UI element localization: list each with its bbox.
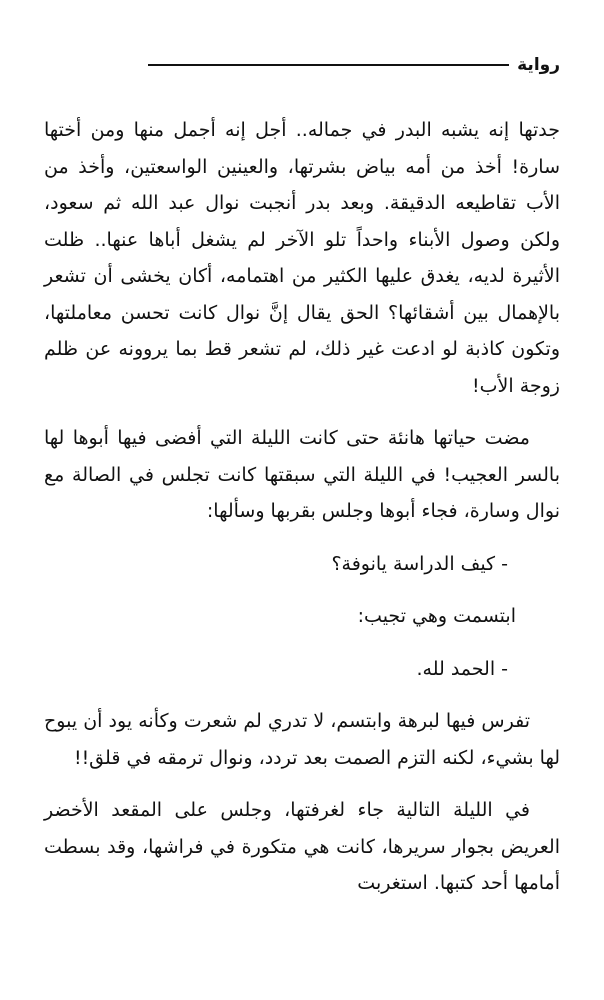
header-rule [148, 64, 509, 66]
body-text [44, 112, 560, 918]
paragraph-2: مضت حياتها هانئة حتى كانت الليلة التي أفضى فيها أبوها لها بالسر العجيب! في الليلة التي سبقتها كانت تجلس في الصالة مع نوال وسارة، فجاء أبوها وجلس بقربها وسألها: [44, 427, 560, 522]
paragraph-1: جدتها إنه يشبه البدر في جماله.. أجل إنه أجمل منها ومن أختها سارة! أخذ من أمه بياض بشرتها، والعينين الواسعتين، وأخذ من الأب تقاطيعه الدقيقة. وبعد بدر أنجبت نوال عبد الله ثم سعود، ولكن وصول الأبناء واحداً تلو الآخر لم يشغل أباها عنها.. ظلت الأثيرة لديه، يغدق عليها الكثير من اهتمامه، أكان يخشى أن تشعر بالإهمال بين أشقائها؟ الحق يقال إنَّ نوال كانت تحسن معاملتها، وتكون كاذبة لو ادعت غير ذلك، لم تشعر قط بما يروونه عن ظلم زوجة الأب! [44, 119, 560, 397]
dialogue-line-answer: - الحمد لله. [416, 657, 508, 680]
header-title: رواية [517, 55, 560, 75]
paragraph-3: تفرس فيها لبرهة وابتسم، لا تدري لم شعرت وكأنه يود أن يبوح لها بشيء، لكنه التزم الصمت بعد تردد، ونوال ترمقه في قلق!! [44, 710, 560, 769]
paragraph-4: في الليلة التالية جاء لغرفتها، وجلس على المقعد الأخضر العريض بجوار سريرها، كانت هي متكورة في فراشها، وقد بسطت أمامها أحد كتبها. استغربت [44, 799, 560, 894]
page-header [148, 52, 560, 78]
dialogue-intro: ابتسمت وهي تجيب: [357, 605, 516, 627]
dialogue-line-question: - كيف الدراسة يانوفة؟ [331, 552, 508, 575]
